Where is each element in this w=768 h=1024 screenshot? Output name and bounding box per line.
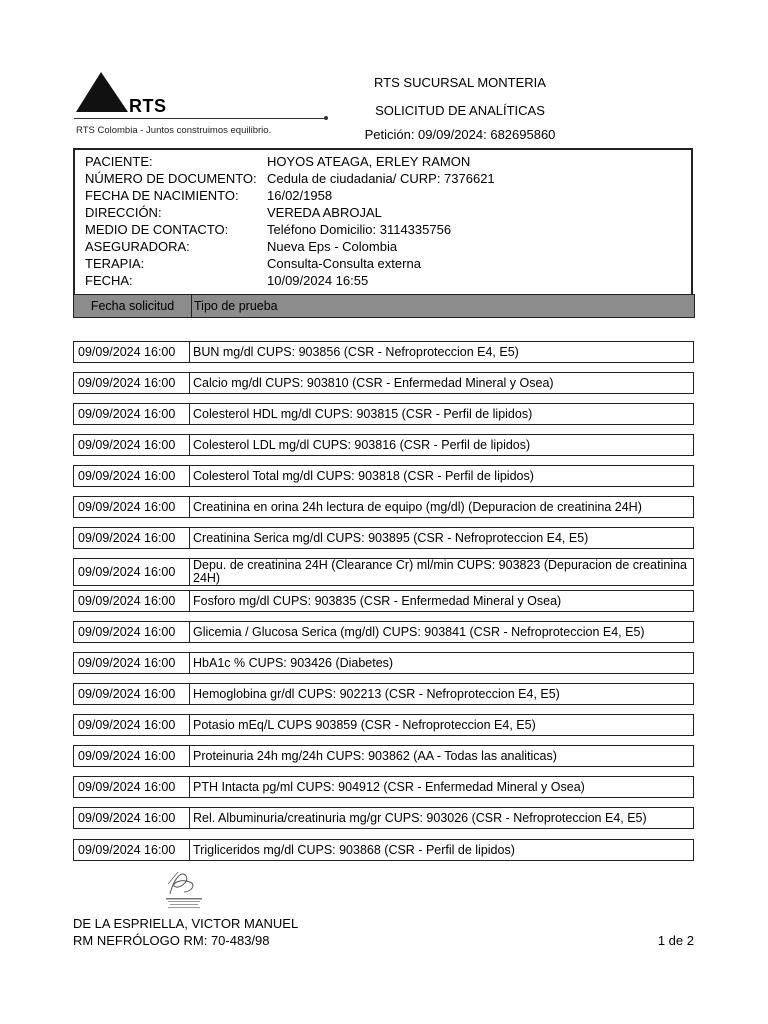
document-title: SOLICITUD DE ANALÍTICAS bbox=[375, 103, 545, 118]
request-date: 09/09/2024 16:00 bbox=[74, 497, 190, 517]
petition-number: Petición: 09/09/2024: 682695860 bbox=[364, 127, 556, 142]
table-row bbox=[73, 558, 694, 586]
test-type: Colesterol Total mg/dl CUPS: 903818 (CSR - Perfil de lipidos) bbox=[193, 468, 534, 483]
table-row bbox=[73, 590, 694, 612]
request-date: 09/09/2024 16:00 bbox=[74, 808, 190, 828]
patient-value: 16/02/1958 bbox=[267, 188, 333, 203]
logo-word: RTS bbox=[129, 96, 167, 116]
test-type: HbA1c % CUPS: 903426 (Diabetes) bbox=[193, 655, 394, 670]
test-type: BUN mg/dl CUPS: 903856 (CSR - Nefroproteccion E4, E5) bbox=[193, 344, 519, 359]
test-type: Hemoglobina gr/dl CUPS: 902213 (CSR - Nefroproteccion E4, E5) bbox=[193, 686, 560, 701]
request-date: 09/09/2024 16:00 bbox=[74, 404, 190, 424]
test-type: Creatinina Serica mg/dl CUPS: 903895 (CSR - Nefroproteccion E4, E5) bbox=[193, 530, 589, 545]
patient-label: NÚMERO DE DOCUMENTO: bbox=[85, 171, 257, 186]
test-type: Potasio mEq/L CUPS 903859 (CSR - Nefroproteccion E4, E5) bbox=[193, 717, 536, 732]
request-date: 09/09/2024 16:00 bbox=[74, 342, 190, 362]
table-row bbox=[73, 652, 694, 674]
request-date: 09/09/2024 16:00 bbox=[74, 684, 190, 704]
request-date: 09/09/2024 16:00 bbox=[74, 746, 190, 766]
doctor-signature-stamp bbox=[160, 864, 208, 912]
patient-value: VEREDA ABROJAL bbox=[267, 205, 382, 220]
patient-label: TERAPIA: bbox=[85, 256, 145, 271]
test-type: Colesterol HDL mg/dl CUPS: 903815 (CSR - Perfil de lipidos) bbox=[193, 406, 533, 421]
test-type: Calcio mg/dl CUPS: 903810 (CSR - Enfermedad Mineral y Osea) bbox=[193, 375, 554, 390]
table-header bbox=[73, 294, 695, 318]
company-logo bbox=[74, 70, 334, 140]
doctor-registration: RM NEFRÓLOGO RM: 70-483/98 bbox=[73, 933, 270, 948]
branch-name: RTS SUCURSAL MONTERIA bbox=[374, 75, 546, 90]
request-date: 09/09/2024 16:00 bbox=[74, 622, 190, 642]
patient-label: FECHA: bbox=[85, 273, 133, 288]
patient-label: DIRECCIÓN: bbox=[85, 205, 162, 220]
patient-value: Cedula de ciudadania/ CURP: 7376621 bbox=[267, 171, 495, 186]
table-row bbox=[73, 372, 694, 394]
table-row bbox=[73, 403, 694, 425]
table-row bbox=[73, 714, 694, 736]
patient-value: HOYOS ATEAGA, ERLEY RAMON bbox=[267, 154, 471, 169]
request-date: 09/09/2024 16:00 bbox=[74, 715, 190, 735]
test-type: Fosforo mg/dl CUPS: 903835 (CSR - Enfermedad Mineral y Osea) bbox=[193, 593, 562, 608]
doctor-name: DE LA ESPRIELLA, VICTOR MANUEL bbox=[73, 916, 299, 931]
patient-label: PACIENTE: bbox=[85, 154, 153, 169]
patient-label: MEDIO DE CONTACTO: bbox=[85, 222, 229, 237]
request-date: 09/09/2024 16:00 bbox=[74, 777, 190, 797]
request-date: 09/09/2024 16:00 bbox=[74, 559, 190, 585]
table-row bbox=[73, 341, 694, 363]
patient-value: Consulta-Consulta externa bbox=[267, 256, 421, 271]
test-type: Colesterol LDL mg/dl CUPS: 903816 (CSR - Perfil de lipidos) bbox=[193, 437, 531, 452]
table-row bbox=[73, 745, 694, 767]
request-date: 09/09/2024 16:00 bbox=[74, 653, 190, 673]
patient-value: Nueva Eps - Colombia bbox=[267, 239, 398, 254]
test-type: Proteinuria 24h mg/24h CUPS: 903862 (AA - Todas las analiticas) bbox=[193, 748, 557, 763]
test-type: PTH Intacta pg/ml CUPS: 904912 (CSR - Enfermedad Mineral y Osea) bbox=[193, 779, 585, 794]
test-type: Glicemia / Glucosa Serica (mg/dl) CUPS: 903841 (CSR - Nefroproteccion E4, E5) bbox=[193, 624, 645, 639]
test-type: Rel. Albuminuria/creatinuria mg/gr CUPS: 903026 (CSR - Nefroproteccion E4, E5) bbox=[193, 810, 647, 825]
logo-dot bbox=[324, 116, 328, 120]
test-type: Creatinina en orina 24h lectura de equipo (mg/dl) (Depuracion de creatinina 24H) bbox=[193, 499, 642, 514]
table-row bbox=[73, 527, 694, 549]
request-date: 09/09/2024 16:00 bbox=[74, 466, 190, 486]
patient-info-box bbox=[73, 148, 693, 294]
request-date: 09/09/2024 16:00 bbox=[74, 840, 190, 860]
column-test-header: Tipo de prueba bbox=[194, 299, 278, 313]
logo-divider bbox=[74, 118, 326, 119]
table-row bbox=[73, 807, 694, 829]
table-row bbox=[73, 434, 694, 456]
request-date: 09/09/2024 16:00 bbox=[74, 591, 190, 611]
table-row bbox=[73, 683, 694, 705]
test-type: Depu. de creatinina 24H (Clearance Cr) ml/min CUPS: 903823 (Depuracion de creatinina 24H) bbox=[193, 558, 687, 585]
patient-value: 10/09/2024 16:55 bbox=[267, 273, 369, 288]
column-date-header: Fecha solicitud bbox=[74, 295, 192, 317]
patient-label: ASEGURADORA: bbox=[85, 239, 190, 254]
table-row bbox=[73, 839, 694, 861]
request-date: 09/09/2024 16:00 bbox=[74, 528, 190, 548]
page-number: 1 de 2 bbox=[657, 933, 694, 948]
patient-label: FECHA DE NACIMIENTO: bbox=[85, 188, 239, 203]
patient-value: Teléfono Domicilio: 3114335756 bbox=[267, 222, 452, 237]
test-type: Trigliceridos mg/dl CUPS: 903868 (CSR - Perfil de lipidos) bbox=[193, 842, 515, 857]
table-row bbox=[73, 776, 694, 798]
logo-tagline: RTS Colombia - Juntos construimos equilibrio. bbox=[76, 125, 272, 136]
table-row bbox=[73, 465, 694, 487]
request-date: 09/09/2024 16:00 bbox=[74, 435, 190, 455]
triangle-logo-icon bbox=[74, 70, 134, 116]
request-date: 09/09/2024 16:00 bbox=[74, 373, 190, 393]
table-row bbox=[73, 496, 694, 518]
table-row bbox=[73, 621, 694, 643]
